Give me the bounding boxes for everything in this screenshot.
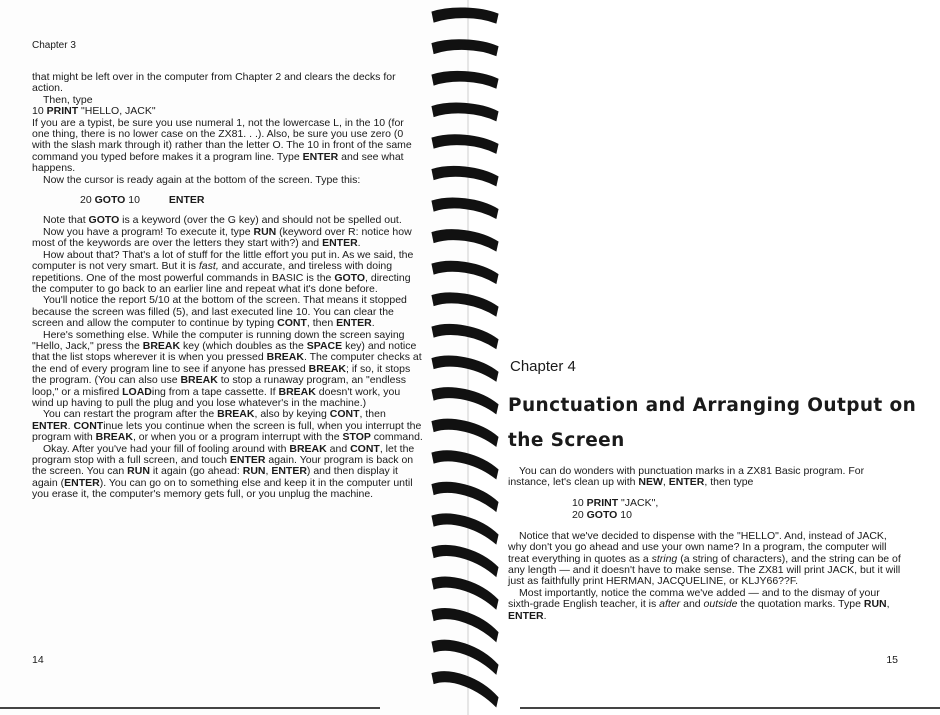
paragraph: You can do wonders with punctuation marks in a ZX81 Basic program. For instance, let's clean up with NEW, ENTER, then type — [508, 465, 865, 489]
spiral-coil — [432, 546, 498, 577]
paragraph: Okay. After you've had your fill of fooling around with BREAK and CONT, let the program stop with a full screen, and touch ENTER again. Your program is back on the screen. You can RUN it again (go ahead: RUN, ENTER) and then display it again (ENTER). You can go on to something else and keep it in the computer until you erase it, the computer's memory gets full, or you unplug the machine. — [32, 442, 415, 501]
paragraph: You can restart the program after the BREAK, also by keying CONT, then ENTER. CONTinue lets you continue when the screen is full, when you interrupt the program with BREAK, or when you or a program interrupt with the STOP command. — [32, 408, 423, 444]
paragraph: Now the cursor is ready again at the bottom of the screen. Type this: — [43, 173, 361, 186]
chapter-label: Chapter 4 — [510, 358, 576, 375]
code-line: 10 PRINT "JACK", — [572, 496, 659, 509]
code-line: 20 GOTO 10 — [572, 508, 632, 521]
keyword: ENTER — [168, 194, 205, 207]
right-body-text — [508, 466, 902, 622]
spiral-coil — [432, 324, 498, 348]
paragraph: You'll notice the report 5/10 at the bottom of the screen. That means it stopped because the screen was filled (5), and last executed line 10. You can clear the screen and allow the computer to continue by typing CONT, then ENTER. — [32, 294, 407, 330]
spiral-coil — [432, 261, 498, 283]
spiral-coil — [432, 71, 498, 88]
paragraph: Most importantly, notice the comma we've added — and to the dismay of your sixth-grade English teacher, it is after and outside the quotation marks. Type RUN, ENTER. — [508, 586, 890, 622]
spiral-coil — [432, 672, 498, 707]
spiral-coil — [432, 640, 498, 674]
code-text: 10 — [128, 194, 140, 207]
paragraph: Then, type — [43, 93, 93, 106]
spiral-coil — [432, 514, 498, 544]
page-edge — [0, 707, 380, 709]
spiral-coil — [432, 577, 498, 609]
spiral-coil — [432, 40, 498, 56]
page-header: Chapter 3 — [32, 40, 76, 51]
code-block — [572, 497, 902, 521]
spiral-coil — [432, 293, 498, 316]
spiral-coil — [432, 609, 498, 642]
page-edge — [520, 707, 940, 709]
code-text: "HELLO, JACK" — [81, 105, 156, 118]
spiral-coil — [432, 135, 498, 153]
keyword: PRINT — [46, 105, 79, 118]
spiral-coil — [432, 103, 498, 121]
spiral-coil — [432, 482, 498, 511]
paragraph: Note that GOTO is a keyword (over the G key) and should not be spelled out. — [43, 214, 402, 227]
line-number: 20 — [80, 194, 92, 207]
chapter-title: Punctuation and Arranging Output on the Screen — [508, 395, 917, 451]
page-number: 15 — [886, 654, 898, 666]
paragraph: How about that? That's a lot of stuff for the little effort you put in. As we said, the computer is not very smart. But it is fast, and accurate, and tireless with doing repetitions. One of the most powerful commands in BASIC is the GOTO, directing the computer to go back to an earlier line and repeat what it's done before. — [32, 248, 414, 295]
left-body-text — [32, 72, 424, 501]
paragraph: If you are a typist, be sure you use numeral 1, not the lowercase L, in the 10 (for one thing, there is no lower case on the ZX81. . .). Also, be sure you use zero (0 with the slash mark through it) rather than the letter O. The 10 in front of the same command you typed before makes it a program line. Type ENTER and see what happens. — [32, 116, 412, 175]
spiral-coil — [432, 166, 498, 185]
paragraph: Notice that we've decided to dispense with the "HELLO". And, instead of JACK, why don't you go ahead and use your own name? In a program, the computer will treat everything in quotes as a string (a string of characters), and the string can be of any length — and it doesn't have to make sense. The ZX81 will print JACK, but it will just as faithfully print HERMAN, JACQUELINE, or KLJY66??F. — [508, 529, 901, 588]
spiral-coil — [432, 356, 498, 381]
spiral-coil — [432, 388, 498, 414]
spiral-coil — [432, 419, 498, 446]
spiral-coil — [432, 230, 498, 251]
page-number: 14 — [32, 654, 44, 666]
spiral-binding — [420, 0, 510, 715]
keyword: GOTO — [94, 194, 126, 207]
spiral-coil — [432, 451, 498, 479]
paragraph: Here's something else. While the computer is running down the screen saying "Hello, Jack," press the BREAK key (which doubles as the SPACE key) and notice that the list stops wherever it is when you pressed BREAK. The computer checks at the end of every program line to see if anyone has pressed BREAK; if so, it stops the program. (You can also use BREAK to stop a runaway program, an "endless loop," or a misfired LOADing from a tape cassette. If BREAK doesn't work, you wind up having to pull the plug and you lose whatever's in the machine.) — [32, 328, 422, 409]
spiral-coil — [432, 198, 498, 218]
spiral-coil — [432, 8, 498, 23]
paragraph: that might be left over in the computer from Chapter 2 and clears the decks for action. — [32, 71, 396, 95]
line-number: 10 — [32, 105, 44, 118]
code-line — [80, 195, 424, 206]
paragraph: Now you have a program! To execute it, type RUN (keyword over R: notice how most of the keywords are over the letters they start with?) and ENTER. — [32, 225, 412, 250]
